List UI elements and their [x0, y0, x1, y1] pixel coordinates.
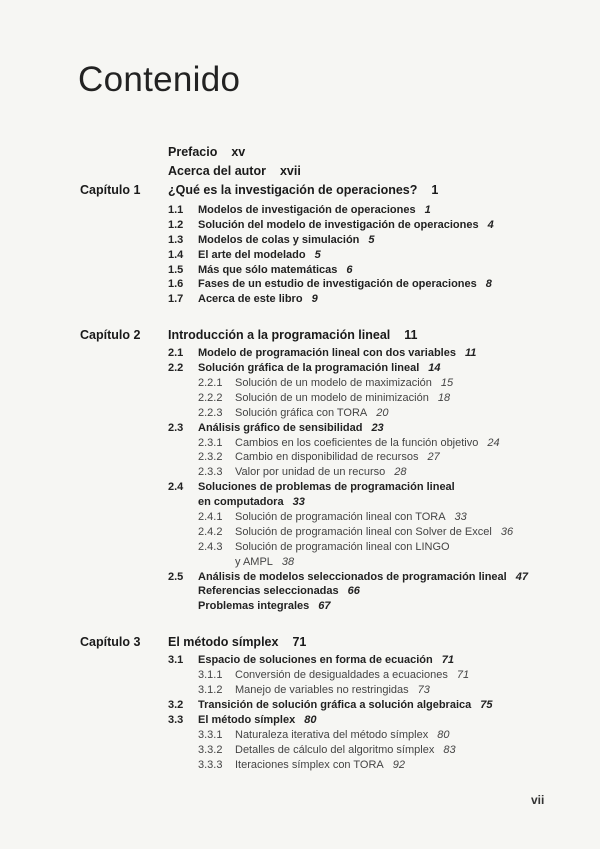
entry-text: Solución de un modelo de minimización [235, 391, 429, 404]
toc-entry [0, 450, 600, 465]
entry-text: Prefacio [168, 145, 218, 159]
toc-entry [0, 758, 600, 773]
section-number: 3.3 [168, 713, 184, 726]
entry-page: 67 [318, 600, 331, 613]
chapter-label: Capítulo 3 [80, 635, 141, 650]
toc-entry [0, 203, 600, 218]
section-number: 3.1 [168, 654, 184, 667]
section-number: 2.2.1 [198, 377, 223, 390]
toc-entry [0, 263, 600, 278]
entry-page: 28 [394, 466, 407, 479]
entry-text: Conversión de desigualdades a ecuaciones [235, 669, 448, 682]
entry-text: Problemas integrales [198, 600, 310, 613]
section-number: 2.2.3 [198, 406, 223, 419]
entry-page: 1 [424, 204, 431, 216]
entry-page: 92 [392, 758, 406, 771]
section-number: 2.3.1 [198, 436, 223, 449]
entry-text: Introducción a la programación lineal [168, 328, 391, 343]
entry-title [198, 292, 318, 307]
toc-entry [0, 584, 600, 599]
entry-title [198, 495, 305, 510]
entry-title [198, 233, 375, 248]
toc-entry [0, 525, 600, 540]
entry-text: Iteraciones símplex con TORA [235, 758, 384, 771]
toc-entry [0, 668, 600, 683]
entry-title [198, 248, 321, 263]
toc-entry [0, 683, 600, 698]
entry-title [198, 698, 493, 713]
toc-entry [0, 510, 600, 525]
entry-text: Espacio de soluciones en forma de ecuación [198, 654, 433, 667]
section-number: 2.5 [168, 570, 184, 583]
toc-entry [0, 361, 600, 376]
entry-text: Acerca de este libro [198, 293, 303, 306]
section-number: 1.1 [168, 204, 184, 216]
entry-text: Transición de solución gráfica a solución algebraica [198, 698, 472, 711]
entry-title [198, 421, 384, 436]
entry-title [198, 570, 528, 585]
entry-page: 5 [368, 233, 375, 246]
entry-text: Modelo de programación lineal con dos variables [198, 347, 456, 360]
entry-title [168, 181, 438, 200]
entry-text: Modelos de investigación de operaciones [198, 204, 416, 216]
entry-text: Soluciones de problemas de programación lineal [198, 481, 455, 494]
section-number: 3.3.2 [198, 743, 223, 756]
toc-entry [0, 376, 600, 391]
entry-text: Análisis gráfico de sensibilidad [198, 421, 363, 434]
entry-title [198, 584, 360, 599]
entry-title [198, 277, 492, 292]
entry-title [168, 162, 301, 181]
entry-title [235, 436, 500, 451]
entry-title [198, 713, 316, 728]
section-number: 1.6 [168, 278, 184, 291]
entry-page: 27 [427, 451, 440, 464]
entry-title [235, 406, 389, 421]
toc-entry [0, 248, 600, 263]
entry-text: El arte del modelado [198, 248, 306, 261]
page-number: vii [531, 793, 545, 807]
entry-title [198, 599, 331, 614]
entry-page: 80 [437, 728, 450, 741]
entry-page: 80 [304, 713, 317, 726]
entry-title [235, 555, 294, 570]
toc-entry [0, 436, 600, 451]
toc-entry [0, 406, 600, 421]
toc-entry [0, 599, 600, 614]
entry-title [198, 480, 455, 495]
section-number: 3.1.2 [198, 684, 223, 697]
section-number: 1.5 [168, 263, 184, 276]
toc-entry [0, 218, 600, 233]
toc-entry [0, 540, 600, 555]
toc-entry [0, 555, 600, 570]
entry-text: Manejo de variables no restringidas [235, 684, 409, 697]
section-number: 2.3.3 [198, 466, 223, 479]
entry-title [235, 540, 450, 555]
entry-title [235, 391, 450, 406]
chapter-label: Capítulo 1 [80, 183, 141, 197]
entry-page: 8 [485, 278, 492, 291]
entry-page: 33 [292, 496, 305, 509]
entry-text: Naturaleza iterativa del método símplex [235, 728, 429, 741]
entry-page: 1 [431, 183, 439, 197]
section-number: 2.3 [168, 421, 184, 434]
toc-entry [0, 277, 600, 292]
section-number: 2.2.2 [198, 391, 223, 404]
toc-entry [0, 728, 600, 743]
toc-chapter [0, 633, 600, 652]
entry-title [235, 450, 440, 465]
section-number: 1.4 [168, 248, 184, 261]
toc-entry [0, 495, 600, 510]
section-number: 2.2 [168, 362, 184, 375]
entry-title [235, 728, 449, 743]
entry-text: Solución gráfica de la programación lineal [198, 362, 420, 375]
entry-page: 15 [440, 377, 454, 390]
entry-title [235, 376, 453, 391]
entry-title [198, 218, 494, 233]
entry-page: 6 [346, 263, 353, 276]
entry-title [235, 743, 456, 758]
entry-page: 71 [441, 654, 454, 667]
entry-text: El método símplex [198, 713, 296, 726]
entry-page: 83 [443, 743, 456, 756]
entry-page: xv [231, 145, 246, 159]
toc-entry [0, 391, 600, 406]
toc-front-matter [0, 162, 600, 181]
entry-text: Fases de un estudio de investigación de operaciones [198, 278, 477, 291]
toc-chapter [0, 181, 600, 202]
entry-text: Modelos de colas y simulación [198, 233, 360, 246]
entry-page: 23 [371, 421, 384, 434]
entry-text: Solución de programación lineal con Solver de Excel [235, 525, 492, 538]
toc-entry [0, 653, 600, 668]
entry-page: 20 [376, 406, 389, 419]
entry-page: 4 [487, 218, 494, 231]
section-number: 1.3 [168, 233, 184, 246]
entry-title [235, 525, 513, 540]
section-number: 2.3.2 [198, 451, 223, 464]
entry-title [235, 683, 430, 698]
entry-page: 33 [454, 511, 467, 524]
page-title: Contenido [78, 60, 241, 99]
entry-page: 18 [437, 391, 451, 404]
entry-text: Detalles de cálculo del algoritmo símplex [235, 743, 435, 756]
toc-entry [0, 698, 600, 713]
toc-entry [0, 743, 600, 758]
entry-title [198, 346, 476, 361]
entry-title [198, 653, 454, 668]
entry-text: Solución de programación lineal con TORA [235, 511, 446, 524]
entry-text: Cambios en los coeficientes de la función objetivo [235, 436, 479, 449]
entry-text: Acerca del autor [168, 164, 266, 178]
table-of-contents [0, 143, 600, 772]
entry-title [235, 510, 467, 525]
entry-text: Más que sólo matemáticas [198, 263, 338, 276]
toc-chapter [0, 326, 600, 345]
entry-page: xvii [279, 164, 301, 178]
toc-entry [0, 346, 600, 361]
section-number: 1.7 [168, 293, 184, 306]
entry-text: Referencias seleccionadas [198, 585, 339, 598]
entry-page: 24 [487, 436, 500, 449]
entry-text: El método símplex [168, 635, 279, 650]
section-number: 2.1 [168, 347, 184, 360]
chapter-label: Capítulo 2 [80, 328, 141, 343]
entry-title [235, 758, 405, 773]
entry-page: 73 [417, 684, 430, 697]
entry-page: 5 [314, 248, 321, 261]
section-number: 2.4.2 [198, 525, 223, 538]
entry-page: 9 [311, 293, 318, 306]
section-number: 2.4 [168, 481, 184, 494]
section-number: 3.2 [168, 698, 184, 711]
entry-page: 71 [456, 669, 470, 682]
toc-entry [0, 480, 600, 495]
entry-title [198, 203, 431, 218]
section-number: 2.4.3 [198, 540, 223, 553]
entry-text: y AMPL [235, 555, 273, 568]
entry-text: Solución de un modelo de maximización [235, 377, 432, 390]
entry-page: 14 [428, 362, 441, 375]
entry-text: Valor por unidad de un recurso [235, 466, 386, 479]
entry-page: 47 [515, 570, 528, 583]
entry-page: 36 [500, 525, 514, 538]
toc-entry [0, 713, 600, 728]
entry-text: ¿Qué es la investigación de operaciones? [168, 183, 418, 197]
entry-page: 11 [464, 347, 477, 360]
entry-page: 38 [281, 555, 295, 568]
entry-page: 11 [404, 328, 418, 343]
toc-entry [0, 465, 600, 480]
toc-entry [0, 292, 600, 307]
entry-text: Análisis de modelos seleccionados de programación lineal [198, 570, 507, 583]
toc-entry [0, 421, 600, 436]
section-number: 3.3.1 [198, 728, 223, 741]
entry-text: en computadora [198, 496, 284, 509]
entry-text: Cambio en disponibilidad de recursos [235, 451, 419, 464]
toc-entry [0, 570, 600, 585]
section-number: 3.1.1 [198, 669, 223, 682]
section-number: 2.4.1 [198, 511, 223, 524]
entry-title [235, 465, 406, 480]
entry-page: 71 [292, 635, 307, 650]
entry-title [198, 361, 441, 376]
entry-text: Solución del modelo de investigación de operaciones [198, 218, 479, 231]
section-number: 3.3.3 [198, 758, 223, 771]
entry-title [168, 633, 306, 652]
entry-page: 75 [480, 698, 493, 711]
entry-title [198, 263, 353, 278]
entry-title [168, 143, 245, 162]
entry-page: 66 [347, 585, 360, 598]
entry-title [168, 326, 417, 345]
toc-front-matter [0, 143, 600, 162]
toc-entry [0, 233, 600, 248]
entry-text: Solución gráfica con TORA [235, 406, 368, 419]
entry-title [235, 668, 469, 683]
section-number: 1.2 [168, 218, 184, 231]
entry-text: Solución de programación lineal con LINGO [235, 540, 450, 553]
